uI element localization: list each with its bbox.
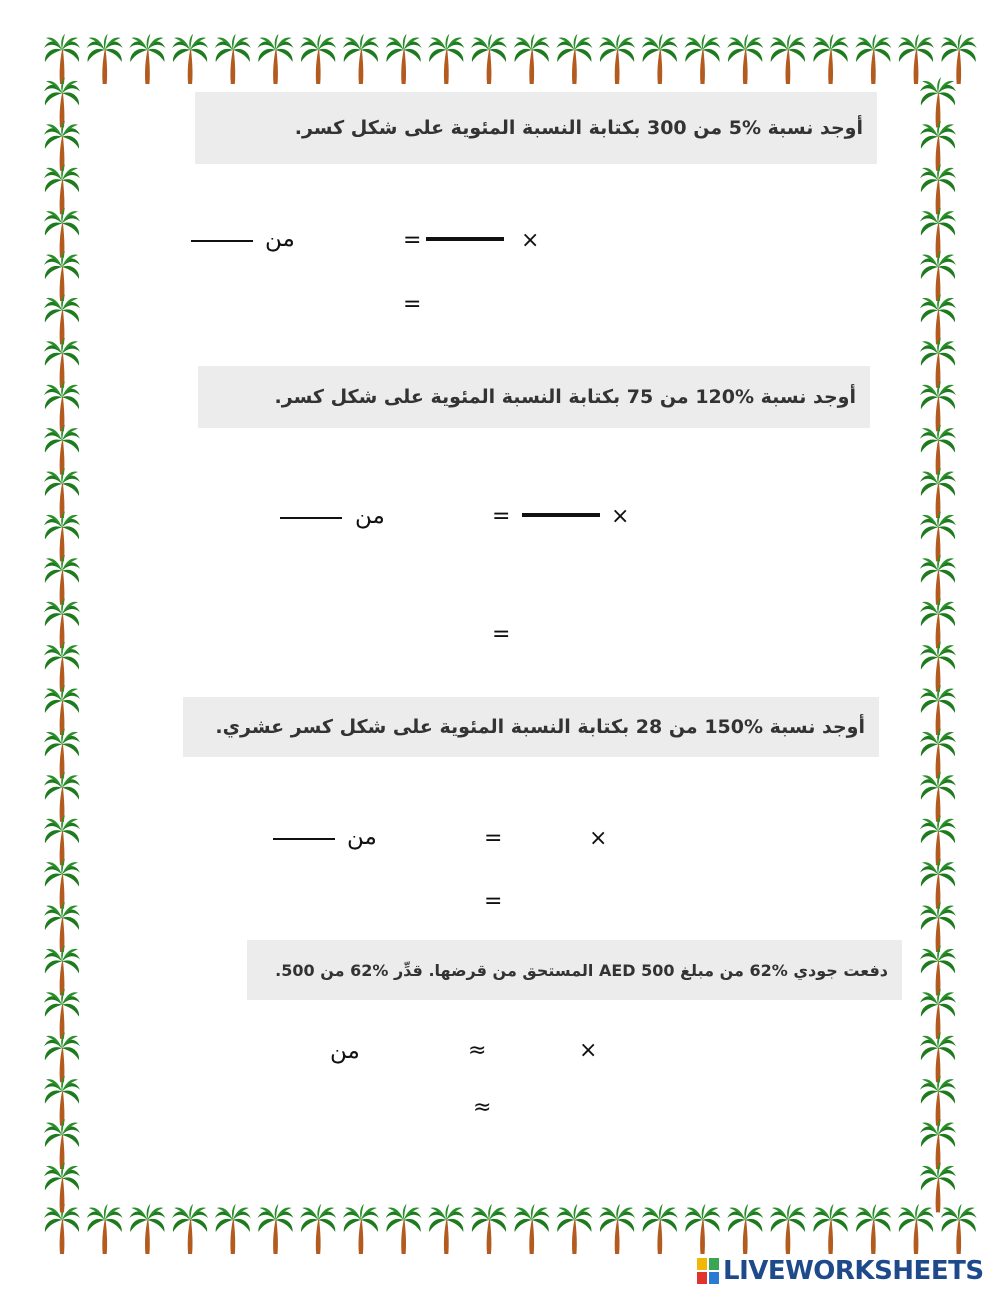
palm-tree-icon [471,1204,507,1254]
palm-tree-icon [727,1204,763,1254]
palm-tree-icon [941,1204,977,1254]
palm-tree-icon [920,511,956,561]
question-4-text: دفعت جودي %62 من مبلغ AED 500 المستحق من قرضها. قدِّر %62 من 500. [275,960,888,980]
palm-tree-icon [941,34,977,84]
palm-tree-icon [44,642,80,692]
palm-tree-icon [44,815,80,865]
palm-tree-icon [920,902,956,952]
palm-tree-icon [44,511,80,561]
palm-tree-icon [343,34,379,84]
palm-tree-icon [770,34,806,84]
palm-tree-icon [920,381,956,431]
palm-tree-icon [770,1204,806,1254]
palm-tree-icon [920,208,956,258]
palm-tree-icon [44,208,80,258]
palm-tree-icon [920,1119,956,1169]
equals-3b: = [484,889,503,914]
palm-tree-icon [642,1204,678,1254]
equals-1: = [403,228,422,253]
palm-tree-icon [44,772,80,822]
palm-tree-icon [685,1204,721,1254]
palm-tree-icon [258,34,294,84]
of-word-3: من [347,824,377,850]
palm-tree-icon [44,1076,80,1126]
equals-2b: = [492,622,511,647]
palm-tree-icon [44,728,80,778]
palm-tree-icon [920,642,956,692]
of-word-4: من [330,1038,360,1064]
palm-tree-icon [428,1204,464,1254]
palm-tree-icon [44,77,80,127]
palm-tree-icon [471,34,507,84]
palm-tree-icon [920,468,956,518]
palm-tree-icon [920,77,956,127]
palm-tree-icon [514,34,550,84]
palm-tree-icon [44,381,80,431]
palm-tree-icon [920,945,956,995]
palm-tree-icon [44,945,80,995]
times-2: × [611,504,630,529]
times-4: × [579,1038,598,1063]
palm-tree-icon [813,1204,849,1254]
palm-tree-icon [514,1204,550,1254]
palm-tree-icon [855,1204,891,1254]
palm-tree-icon [920,989,956,1039]
equals-1b: = [403,292,422,317]
palm-tree-icon [300,34,336,84]
answer-line-1a[interactable] [191,240,253,242]
palm-tree-icon [300,1204,336,1254]
palm-tree-icon [44,338,80,388]
question-3-text: أوجد نسبة %150 من 28 بكتابة النسبة المئوية على شكل كسر عشري. [215,716,865,738]
palm-tree-icon [44,425,80,475]
palm-tree-icon [386,34,422,84]
palm-tree-icon [920,555,956,605]
equals-2: = [492,504,511,529]
palm-tree-icon [215,34,251,84]
question-3 [183,697,879,757]
question-4 [247,940,902,1000]
palm-tree-icon [44,685,80,735]
palm-tree-icon [920,338,956,388]
palm-tree-icon [920,251,956,301]
palm-tree-icon [44,164,80,214]
of-word-1: من [265,226,295,252]
palm-tree-icon [920,1076,956,1126]
palm-tree-icon [898,34,934,84]
palm-tree-icon [44,251,80,301]
palm-tree-icon [920,425,956,475]
palm-tree-icon [44,294,80,344]
fraction-bar-2[interactable] [522,513,600,517]
palm-tree-icon [855,34,891,84]
palm-tree-icon [172,34,208,84]
palm-tree-icon [898,1204,934,1254]
answer-line-2a[interactable] [280,517,342,519]
question-1 [195,92,877,164]
palm-tree-icon [44,121,80,171]
approx-4b: ≈ [473,1095,492,1120]
liveworksheets-logo [697,1255,997,1287]
palm-tree-icon [920,294,956,344]
palm-tree-icon [386,1204,422,1254]
palm-tree-icon [44,468,80,518]
times-1: × [521,228,540,253]
palm-tree-icon [44,902,80,952]
palm-tree-icon [556,1204,592,1254]
palm-tree-icon [87,1204,123,1254]
palm-tree-icon [920,815,956,865]
palm-tree-icon [44,555,80,605]
palm-tree-icon [642,34,678,84]
palm-tree-icon [599,34,635,84]
fraction-bar-1[interactable] [426,237,504,241]
palm-tree-icon [44,1162,80,1212]
question-2-text: أوجد نسبة %120 من 75 بكتابة النسبة المئوية على شكل كسر. [274,386,856,408]
palm-tree-icon [920,859,956,909]
approx-4: ≈ [468,1038,487,1063]
equals-3: = [484,826,503,851]
palm-tree-icon [44,859,80,909]
of-word-2: من [355,503,385,529]
palm-tree-icon [685,34,721,84]
palm-tree-icon [428,34,464,84]
palm-tree-icon [813,34,849,84]
palm-tree-icon [215,1204,251,1254]
palm-tree-icon [44,1032,80,1082]
palm-tree-icon [129,34,165,84]
palm-tree-icon [44,34,80,84]
times-3: × [589,826,608,851]
palm-tree-icon [920,1162,956,1212]
answer-line-3a[interactable] [273,838,335,840]
palm-tree-icon [727,34,763,84]
palm-tree-icon [920,728,956,778]
palm-tree-icon [920,121,956,171]
palm-tree-icon [599,1204,635,1254]
palm-tree-icon [44,1119,80,1169]
palm-tree-icon [44,989,80,1039]
question-2 [198,366,870,428]
brand-text: LIVEWORKSHEETS [723,1256,984,1286]
palm-tree-icon [920,772,956,822]
liveworksheets-logo-icon [697,1258,719,1284]
palm-tree-icon [556,34,592,84]
palm-tree-icon [920,598,956,648]
question-1-text: أوجد نسبة %5 من 300 بكتابة النسبة المئوية على شكل كسر. [294,117,863,139]
palm-tree-icon [920,164,956,214]
palm-tree-icon [920,685,956,735]
palm-tree-icon [129,1204,165,1254]
palm-tree-icon [172,1204,208,1254]
palm-tree-icon [87,34,123,84]
palm-tree-icon [920,1032,956,1082]
palm-tree-icon [258,1204,294,1254]
palm-tree-icon [343,1204,379,1254]
palm-tree-icon [44,598,80,648]
